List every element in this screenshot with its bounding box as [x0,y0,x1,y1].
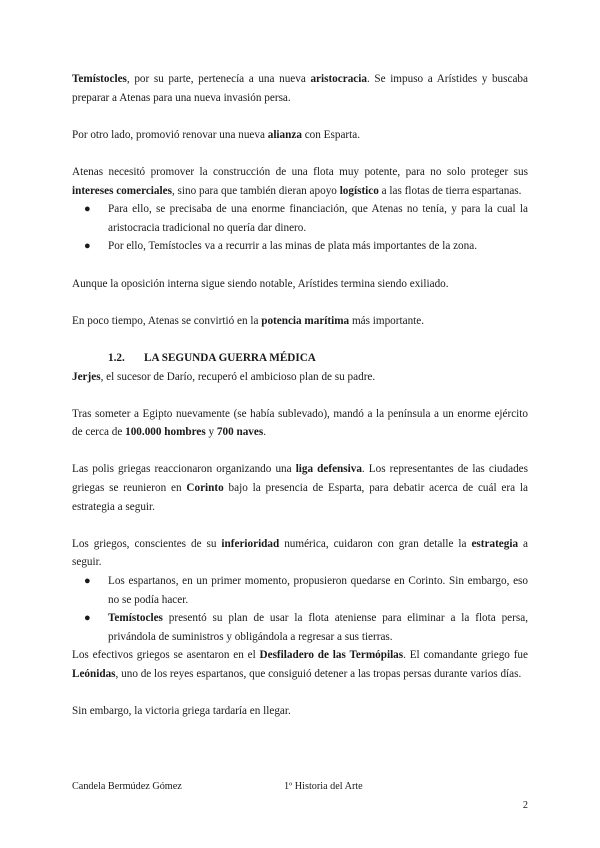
list-item: ● Los espartanos, en un primer momento, propusieron quedarse en Corinto. Sin embargo, eso no se podía hacer. [72,572,528,609]
list-item: ● Por ello, Temístocles va a recurrir a las minas de plata más importantes de la zona. [72,237,528,256]
list-item: ● Temístocles presentó su plan de usar la flota ateniense para eliminar a la flota persa, privándola de suministros y obligándola a regresar a sus tierras. [72,609,528,646]
bullet-icon: ● [84,612,91,625]
footer-author: Candela Bermúdez Gómez [72,781,182,792]
paragraph: Los efectivos griegos se asentaron en el Desfiladero de las Termópilas. El comandante griego fue Leónidas, uno de los reyes espartanos, que consiguió detener a las tropas persas durante varios días. [72,649,528,680]
list-item: ● Para ello, se precisaba de una enorme financiación, que Atenas no tenía, y para la cual la aristocracia tradicional no quería dar dinero. [72,200,528,237]
paragraph: Sin embargo, la victoria griega tardaría en llegar. [72,705,291,718]
footer-subject: 1º Historia del Arte [284,781,363,792]
paragraph: En poco tiempo, Atenas se convirtió en la potencia marítima más importante. [72,314,425,327]
paragraph: Tras someter a Egipto nuevamente (se había sublevado), mandó a la península a un enorme ejército de cerca de 100.000 hombres y 700 naves. [72,407,528,439]
paragraph: Temístocles, por su parte, pertenecía a una nueva aristocracia. Se impuso a Arístides y buscaba preparar a Atenas para una nueva invasión persa. [72,73,528,104]
paragraph: Las polis griegas reaccionaron organizando una liga defensiva. Los representantes de las ciudades griegas se reunieron en Corinto bajo la presencia de Esparta, para debatir acerca de cuál era la estrategia a seguir. [72,463,528,513]
bullet-icon: ● [84,575,91,588]
paragraph: Aunque la oposición interna sigue siendo notable, Arístides termina siendo exiliado. [72,277,449,290]
section-heading: 1.2. LA SEGUNDA GUERRA MÉDICA [108,351,316,364]
page-number: 2 [522,800,528,811]
bullet-icon: ● [84,203,91,216]
document-body [72,70,528,721]
bullet-icon: ● [84,240,91,253]
paragraph: Atenas necesitó promover la construcción de una flota muy potente, para no solo proteger sus intereses comerciales, sino para que también dieran apoyo logístico a las flotas de tierra espartanas. [72,165,528,197]
bullet-list [72,572,528,646]
bullet-list [72,200,528,256]
paragraph: Los griegos, conscientes de su inferioridad numérica, cuidaron con gran detalle la estrategia a seguir. [72,537,528,569]
paragraph: Jerjes, el sucesor de Darío, recuperó el ambicioso plan de su padre. [72,370,376,383]
paragraph: Por otro lado, promovió renovar una nueva alianza con Esparta. [72,128,361,141]
